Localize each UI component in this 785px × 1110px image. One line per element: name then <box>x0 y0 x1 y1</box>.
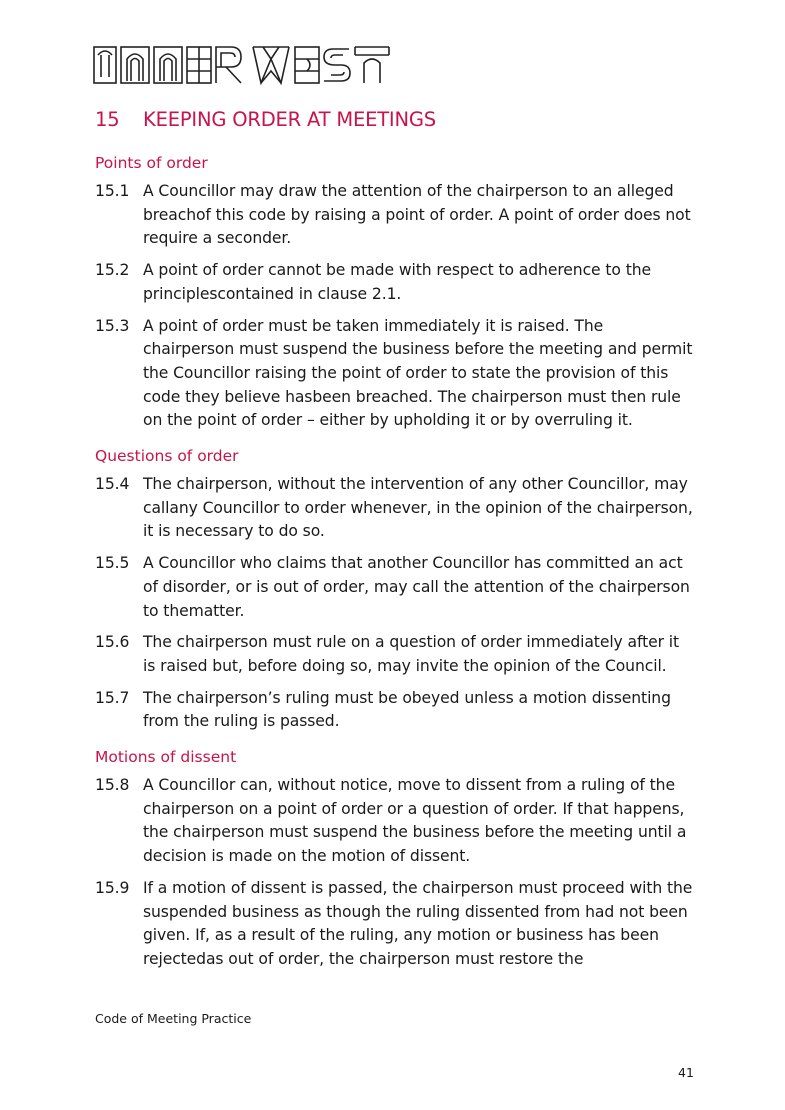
clause-text: A Councillor may draw the attention of the chairperson to an alleged breachof this code by raising a point of order. A point of order does not require a seconder. <box>143 182 691 248</box>
clause-text: If a motion of dissent is passed, the chairperson must proceed with the suspended business as though the ruling dissented from had not been given. If, as a result of the ruling, any motion or business has been rejectedas out of order, the chairperson must restore the <box>143 878 693 968</box>
clause-15-9 <box>95 877 695 972</box>
clause-number: 15.5 <box>95 554 130 573</box>
subheading-points-of-order: Points of order <box>95 154 208 172</box>
clause-text: A Councillor can, without notice, move to dissent from a ruling of the chairperson on a point of order or a question of order. If that happens, the chairperson must suspend the business before the meeting until a decision is made on the motion of dissent. <box>143 776 687 866</box>
clause-15-8 <box>95 774 695 869</box>
clause-15-5 <box>95 552 695 623</box>
clause-15-6 <box>95 631 695 678</box>
section-heading: KEEPING ORDER AT MEETINGS <box>143 108 436 131</box>
clause-number: 15.8 <box>95 776 130 795</box>
clause-number: 15.7 <box>95 688 130 707</box>
footer-document-name: Code of Meeting Practice <box>95 1011 252 1026</box>
clause-number: 15.1 <box>95 182 130 200</box>
document-body <box>95 152 695 980</box>
subheading-questions-of-order: Questions of order <box>95 447 239 466</box>
clause-15-7 <box>95 687 695 734</box>
clause-15-3 <box>95 315 695 434</box>
inner-west-logo <box>93 45 393 85</box>
clause-text: The chairperson, without the intervention of any other Councillor, may callany Councillor to order whenever, in the opinion of the chairperson, it is necessary to do so. <box>143 475 693 541</box>
clause-number: 15.4 <box>95 475 130 494</box>
section-title <box>95 108 436 131</box>
clause-text: A point of order must be taken immediately it is raised. The chairperson must suspend the business before the meeting and permit the Councillor raising the point of order to state the provision of this code they believe hasbeen breached. The chairperson must then rule on the point of order – either by upholding it or by overruling it. <box>143 316 693 430</box>
clause-number: 15.9 <box>95 878 130 897</box>
clause-15-4 <box>95 473 695 544</box>
section-number: 15 <box>95 108 120 131</box>
clause-number: 15.2 <box>95 261 130 280</box>
clause-number: 15.3 <box>95 316 130 335</box>
clause-text: A Councillor who claims that another Councillor has committed an act of disorder, or is out of order, may call the attention of the chairperson to thematter. <box>143 554 690 620</box>
clause-text: The chairperson’s ruling must be obeyed unless a motion dissenting from the ruling is passed. <box>143 688 671 731</box>
clause-text: A point of order cannot be made with respect to adherence to the principlescontained in clause 2.1. <box>143 261 652 303</box>
clause-number: 15.6 <box>95 633 130 652</box>
clause-15-2 <box>95 259 695 306</box>
subheading-motions-of-dissent: Motions of dissent <box>95 748 237 767</box>
page-number: 41 <box>678 1065 694 1080</box>
clause-15-1 <box>95 180 695 251</box>
clause-text: The chairperson must rule on a question of order immediately after it is raised but, before doing so, may invite the opinion of the Council. <box>143 633 680 675</box>
